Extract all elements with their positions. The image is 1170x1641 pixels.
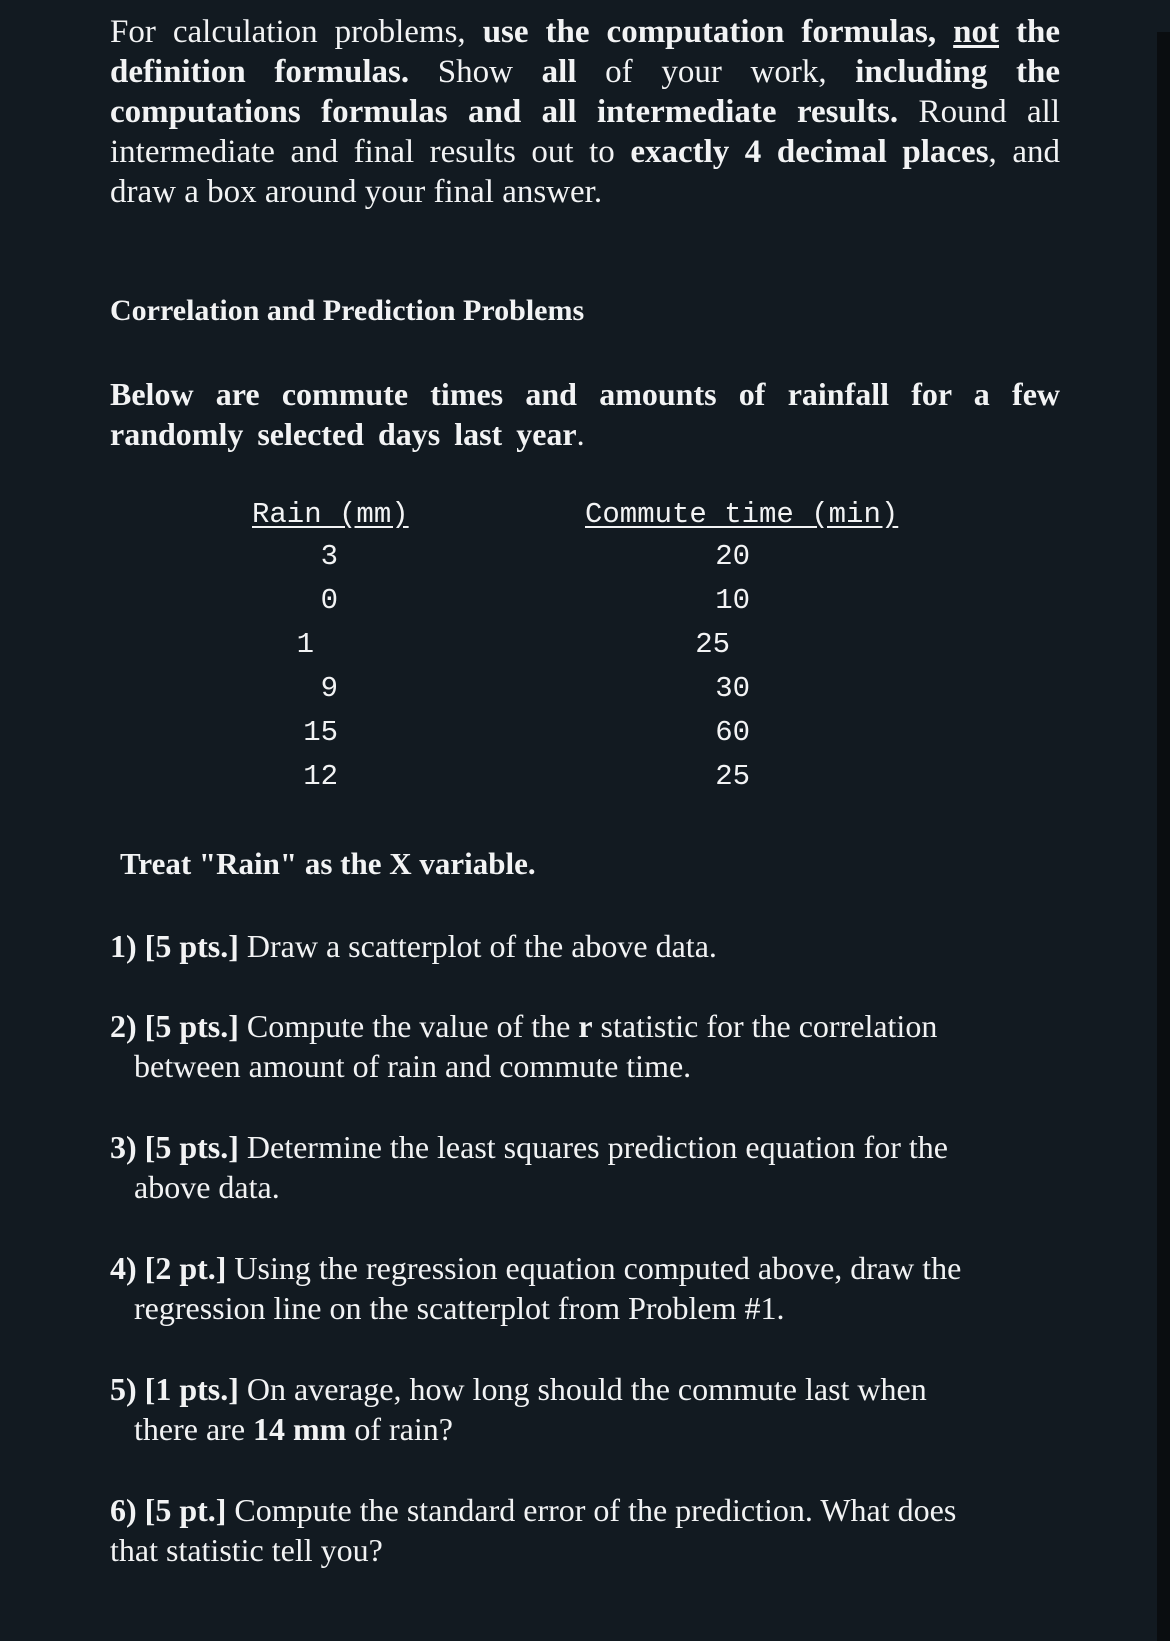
question-number: 5) [1 pts.] xyxy=(110,1371,239,1407)
question-text: Using the regression equation computed above, draw the xyxy=(226,1250,962,1286)
question-6 xyxy=(110,1490,1060,1570)
question-2 xyxy=(110,1006,1060,1086)
question-bold: r xyxy=(578,1008,593,1044)
treat-note: Treat "Rain" as the X variable. xyxy=(120,846,536,881)
table-cell-rain: 15 xyxy=(303,716,338,749)
question-text: Compute the value of the xyxy=(238,1008,579,1044)
instructions-bold: the definition formulas. xyxy=(110,14,1060,90)
question-bold: 14 mm xyxy=(253,1411,347,1447)
question-1 xyxy=(110,926,1060,966)
table-cell-rain: 9 xyxy=(320,672,338,705)
table-cell-commute: 25 xyxy=(715,760,750,793)
table-cell-rain: 1 xyxy=(296,628,314,661)
table-cell-commute: 30 xyxy=(715,672,750,705)
question-text: On average, how long should the commute last when xyxy=(238,1371,927,1407)
question-continuation: of rain? xyxy=(346,1411,453,1447)
question-number: 4) [2 pt.] xyxy=(110,1250,227,1286)
table-cell-rain: 12 xyxy=(303,760,338,793)
question-text: Compute the standard error of the prediction. What does xyxy=(226,1492,957,1528)
table-cell-commute: 10 xyxy=(715,584,750,617)
table-cell-rain: 3 xyxy=(320,540,338,573)
instructions-text: Show xyxy=(409,54,542,90)
table-cell-commute: 60 xyxy=(715,716,750,749)
question-continuation: there are xyxy=(134,1411,254,1447)
scrollbar[interactable] xyxy=(1157,32,1170,1641)
question-number: 3) [5 pts.] xyxy=(110,1129,239,1165)
intro-period: . xyxy=(576,416,585,452)
question-continuation: regression line on the scatterplot from Problem #1. xyxy=(134,1290,785,1326)
table-cell-commute: 20 xyxy=(715,540,750,573)
instructions-paragraph xyxy=(110,12,1060,212)
table-cell-rain: 0 xyxy=(320,584,338,617)
instructions-text: Round all intermediate and final results out to xyxy=(110,94,1060,170)
question-number: 6) [5 pt.] xyxy=(110,1492,227,1528)
instructions-bold: all xyxy=(541,54,577,90)
instructions-bold: use the computation formulas, xyxy=(482,14,954,50)
question-5 xyxy=(110,1369,1060,1449)
instructions-text: of your work, xyxy=(576,54,856,90)
question-text: statistic for the correlation xyxy=(592,1008,938,1044)
question-3 xyxy=(110,1127,1060,1207)
column-header-commute: Commute time (min) xyxy=(585,498,899,531)
question-continuation: that statistic tell you? xyxy=(110,1532,383,1568)
instructions-text: , and draw a box around your final answer. xyxy=(110,134,1060,210)
question-text: Draw a scatterplot of the above data. xyxy=(238,928,717,964)
question-4 xyxy=(110,1248,1060,1328)
intro-paragraph xyxy=(110,374,1060,454)
question-number: 2) [5 pts.] xyxy=(110,1008,239,1044)
instructions-underline: not xyxy=(953,14,999,50)
question-continuation: between amount of rain and commute time. xyxy=(134,1048,692,1084)
question-text: Determine the least squares prediction equation for the xyxy=(238,1129,948,1165)
section-heading: Correlation and Prediction Problems xyxy=(110,294,585,327)
question-number: 1) [5 pts.] xyxy=(110,928,239,964)
table-cell-commute: 25 xyxy=(695,628,730,661)
instructions-text: For calculation problems, xyxy=(110,14,483,50)
column-header-rain: Rain (mm) xyxy=(252,498,409,531)
question-continuation: above data. xyxy=(134,1169,280,1205)
instructions-bold: exactly 4 decimal places xyxy=(630,134,989,170)
intro-text: Below are commute times and amounts of rainfall for a few randomly selected days last year xyxy=(110,376,1060,452)
instructions-bold: including the computations formulas and all intermediate results. xyxy=(110,54,1060,130)
